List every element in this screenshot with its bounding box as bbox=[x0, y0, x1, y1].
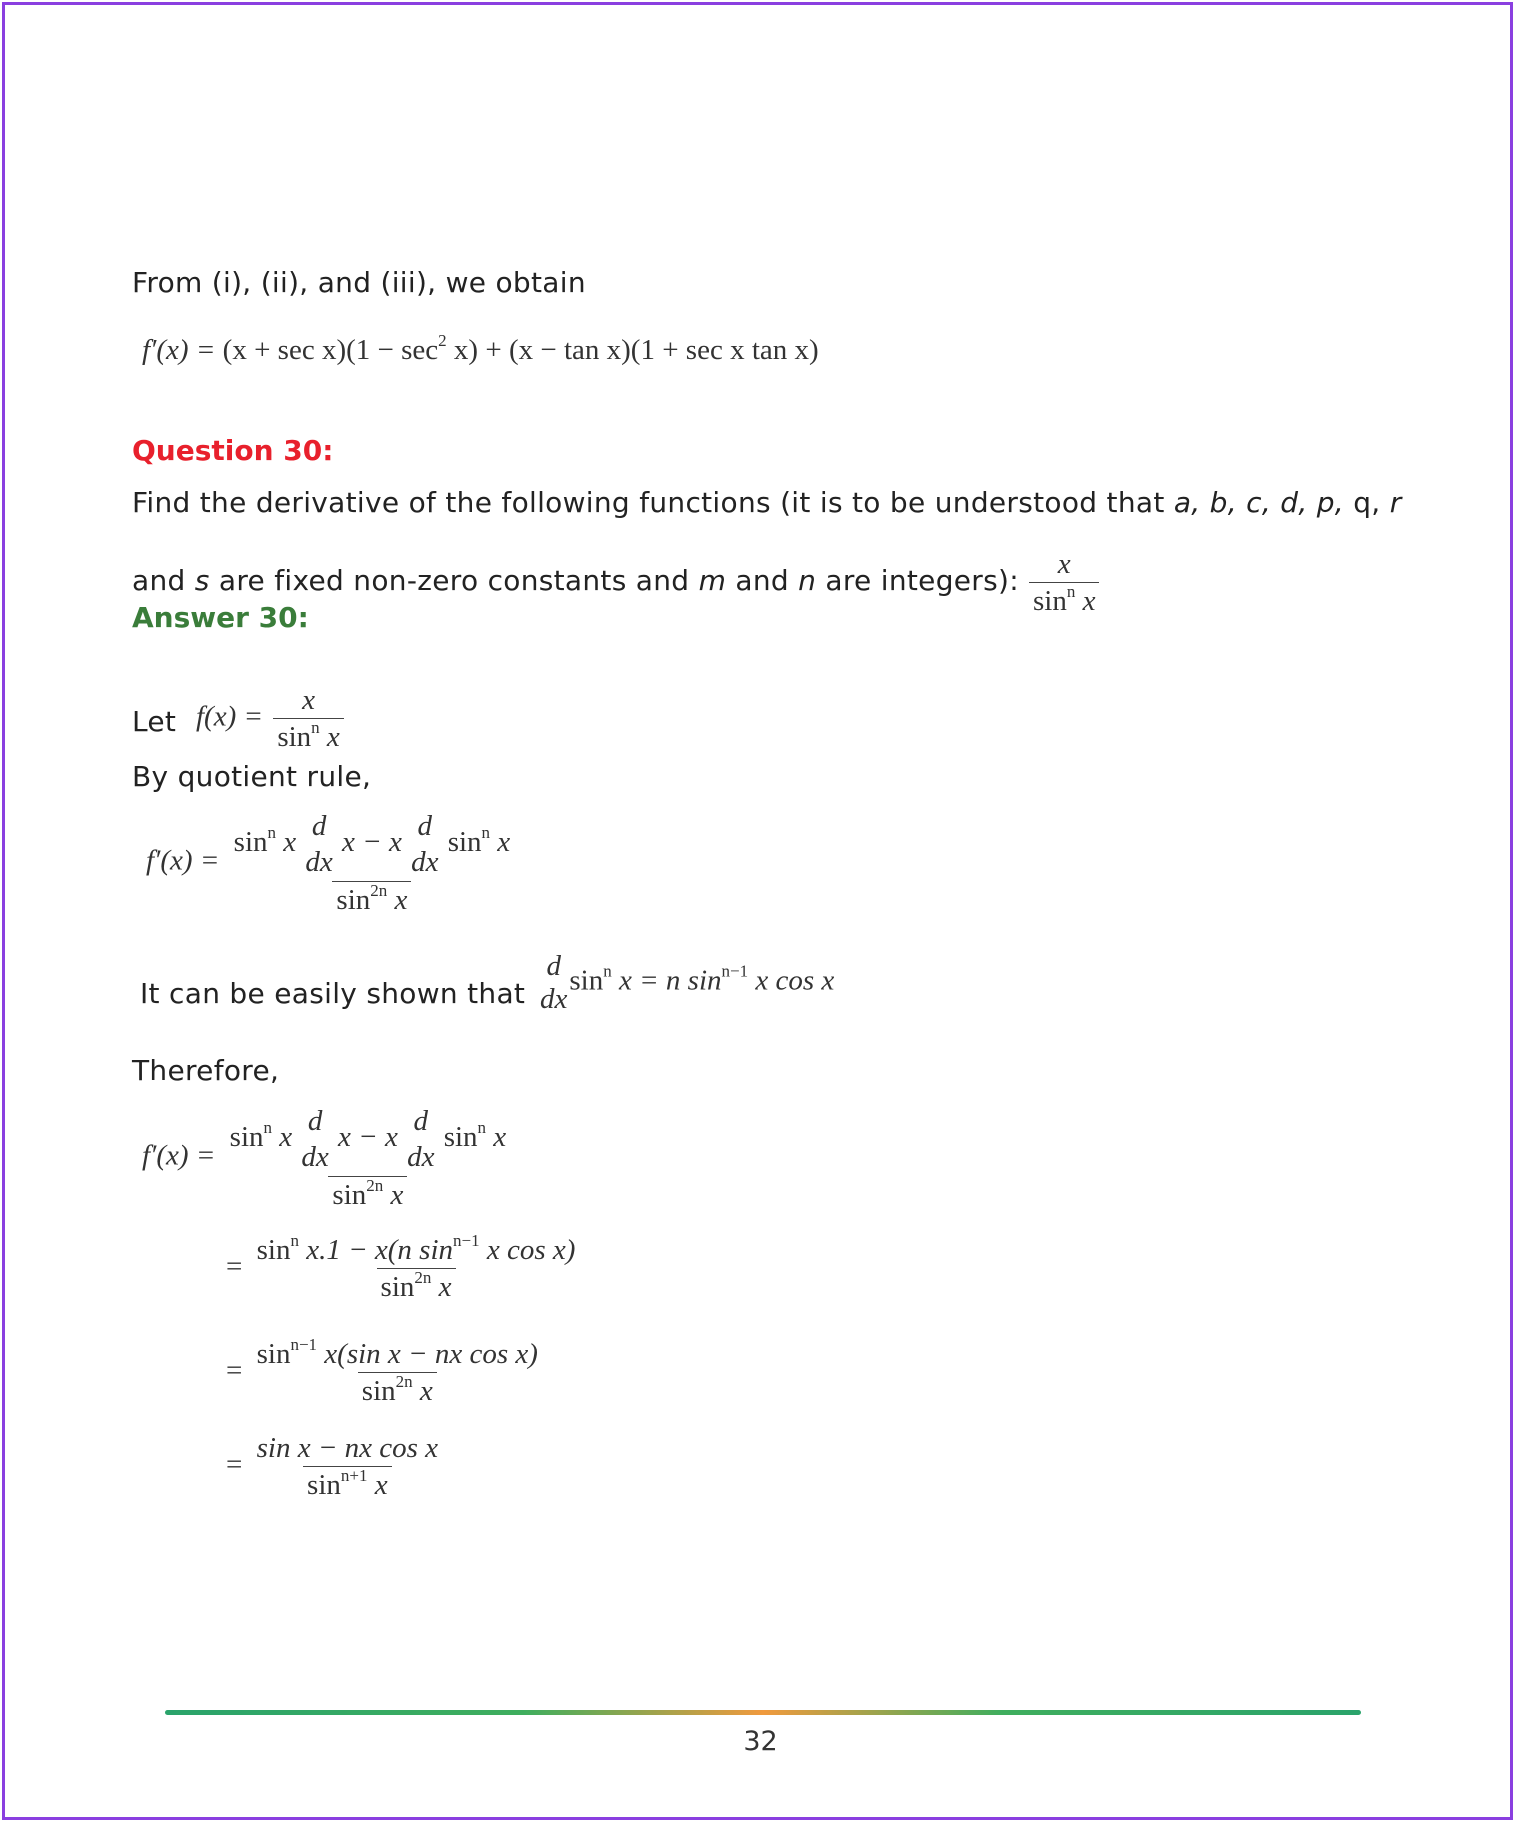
step-3-den: sin bbox=[361, 1375, 396, 1408]
step-1-denominator bbox=[328, 1176, 407, 1213]
step-4-denominator bbox=[303, 1466, 392, 1503]
step-1-den-exp: 2n bbox=[366, 1175, 384, 1195]
step-1-n1: sin bbox=[229, 1120, 264, 1153]
step-2-paren-close: x cos x) bbox=[479, 1234, 576, 1266]
qr-n2-exp: n bbox=[481, 822, 491, 842]
qr-n1-exp: n bbox=[267, 822, 276, 842]
step-4-numerator: sin x − nx cos x bbox=[256, 1432, 439, 1464]
step-4-den: sin bbox=[307, 1469, 341, 1502]
step-1-n1-exp: n bbox=[263, 1117, 272, 1137]
eq-term-2b: x) bbox=[446, 334, 479, 366]
qr-d-2: d bbox=[417, 810, 432, 842]
qr-lhs: f′(x) = bbox=[146, 844, 220, 877]
qr-n1: sin bbox=[233, 825, 268, 858]
question-heading: Question 30: bbox=[132, 434, 334, 467]
qr-den: sin bbox=[336, 883, 371, 916]
step-2-den-exp: 2n bbox=[414, 1268, 432, 1288]
step-2-den-x: x bbox=[431, 1271, 452, 1304]
step-4-den-x: x bbox=[367, 1469, 388, 1502]
question-m: m bbox=[698, 564, 727, 597]
step-2-sin-exp: n bbox=[290, 1231, 299, 1250]
question-text-2b: are fixed non-zero constants and bbox=[209, 564, 699, 597]
step-3 bbox=[226, 1336, 545, 1410]
quotient-rule-text: By quotient rule, bbox=[132, 760, 372, 793]
shown-text: It can be easily shown that bbox=[140, 977, 526, 1010]
question-vars: a, b, c, d, p, bbox=[1173, 486, 1344, 519]
let-den-x: x bbox=[319, 721, 340, 754]
qr-den-x: x bbox=[387, 883, 408, 916]
step-2-middle: x.1 − x bbox=[298, 1234, 388, 1266]
step-3-sin-exp: n−1 bbox=[290, 1335, 318, 1354]
qr-d-1: d bbox=[311, 810, 327, 842]
step-1-lhs: f′(x) = bbox=[142, 1139, 216, 1172]
step-1-n2-exp: n bbox=[477, 1117, 487, 1137]
answer-heading: Answer 30: bbox=[132, 601, 309, 634]
footer-divider bbox=[165, 1710, 1361, 1715]
shown-equation bbox=[538, 950, 834, 1016]
step-3-den-x: x bbox=[412, 1375, 433, 1408]
qr-dx-1: dx bbox=[305, 846, 333, 879]
step-2-paren-exp: n−1 bbox=[453, 1231, 480, 1250]
eq-term-2a: (1 − sec bbox=[346, 334, 439, 366]
let-num: x bbox=[302, 684, 315, 716]
qr-n2-x: x bbox=[490, 825, 511, 858]
qr-den-exp: 2n bbox=[370, 880, 388, 900]
step-1-mid: x − x bbox=[338, 1120, 406, 1153]
shown-sin-1: sin bbox=[569, 964, 604, 997]
step-1-n2-x: x bbox=[486, 1120, 507, 1153]
let-den-sin: sin bbox=[277, 721, 312, 754]
shown-dx: dx bbox=[540, 983, 568, 1015]
eq-term-4: (1 + sec x tan x) bbox=[630, 334, 819, 366]
qr-n2: sin bbox=[447, 825, 482, 858]
step-1-d-1: d bbox=[307, 1105, 323, 1137]
step-2-sin: sin bbox=[256, 1234, 291, 1266]
eq-plus: + bbox=[478, 334, 509, 366]
question-fn-den-sin: sin bbox=[1033, 585, 1067, 618]
let-equation bbox=[196, 682, 347, 756]
question-r: r bbox=[1389, 486, 1402, 519]
step-4 bbox=[226, 1430, 445, 1504]
quotient-rule-equation bbox=[146, 808, 517, 918]
let-den-exp: n bbox=[311, 718, 320, 738]
eq-lhs: f′(x) = bbox=[142, 334, 216, 366]
step-3-rest: x(sin x − nx cos x) bbox=[317, 1338, 538, 1370]
step-2 bbox=[226, 1232, 582, 1306]
step-2-paren-open: (n sin bbox=[387, 1234, 454, 1266]
step-3-denominator bbox=[358, 1372, 437, 1409]
shown-middle: x = n sin bbox=[611, 964, 722, 997]
question-function bbox=[1026, 546, 1102, 620]
question-text-2a: and bbox=[132, 564, 195, 597]
eq-term-1: (x + sec x) bbox=[222, 334, 347, 366]
qr-mid: x − x bbox=[342, 825, 410, 858]
question-text-1a: Find the derivative of the following functions (it is to be understood that bbox=[132, 486, 1174, 519]
qr-dx-2: dx bbox=[411, 846, 439, 879]
shown-sin-1-exp: n bbox=[603, 961, 612, 981]
intro-text: From (i), (ii), and (iii), we obtain bbox=[132, 266, 586, 299]
step-2-equals: = bbox=[226, 1250, 243, 1283]
question-fn-den-exp: n bbox=[1066, 582, 1076, 602]
shown-d: d bbox=[546, 950, 561, 982]
question-n: n bbox=[798, 564, 817, 597]
step-4-den-exp: n+1 bbox=[340, 1466, 368, 1486]
therefore-text: Therefore, bbox=[132, 1054, 280, 1087]
step-1 bbox=[142, 1103, 513, 1213]
question-text-line-2 bbox=[132, 564, 1019, 597]
question-fn-den bbox=[1029, 582, 1099, 619]
step-1-dx-1: dx bbox=[301, 1141, 329, 1174]
let-label: Let bbox=[132, 705, 177, 738]
let-den bbox=[273, 718, 343, 755]
step-2-numerator bbox=[253, 1232, 580, 1268]
eq-term-3: (x − tan x) bbox=[508, 334, 631, 366]
step-1-den-x: x bbox=[383, 1178, 404, 1211]
equation-previous bbox=[142, 331, 819, 367]
question-q: q, bbox=[1344, 486, 1390, 519]
shown-sin-2-exp: n−1 bbox=[721, 961, 749, 981]
step-2-denominator bbox=[377, 1268, 456, 1305]
step-1-dx-2: dx bbox=[407, 1141, 435, 1174]
question-text-line-1 bbox=[132, 486, 1402, 519]
step-3-den-exp: 2n bbox=[395, 1372, 413, 1392]
step-1-n1-x: x bbox=[272, 1120, 293, 1153]
question-fn-num: x bbox=[1057, 548, 1071, 580]
eq-term-2-exp: 2 bbox=[438, 331, 447, 350]
qr-n1-x: x bbox=[276, 825, 297, 858]
shown-tail: x cos x bbox=[748, 964, 835, 997]
question-s: s bbox=[194, 564, 210, 597]
qr-denominator bbox=[332, 881, 411, 918]
step-3-equals: = bbox=[226, 1354, 243, 1387]
step-1-numerator bbox=[226, 1103, 511, 1176]
step-1-d-2: d bbox=[413, 1105, 428, 1137]
page-number: 32 bbox=[743, 1726, 778, 1757]
let-lhs: f(x) = bbox=[196, 700, 264, 733]
step-1-den: sin bbox=[332, 1178, 367, 1211]
step-2-den: sin bbox=[380, 1271, 415, 1304]
step-3-numerator bbox=[253, 1336, 542, 1372]
question-text-2d: are integers): bbox=[816, 564, 1019, 597]
step-3-sin: sin bbox=[256, 1338, 291, 1370]
qr-numerator bbox=[230, 808, 515, 881]
question-text-2c: and bbox=[726, 564, 799, 597]
question-fn-den-x: x bbox=[1075, 585, 1096, 618]
step-1-n2: sin bbox=[443, 1120, 478, 1153]
step-4-equals: = bbox=[226, 1448, 243, 1481]
